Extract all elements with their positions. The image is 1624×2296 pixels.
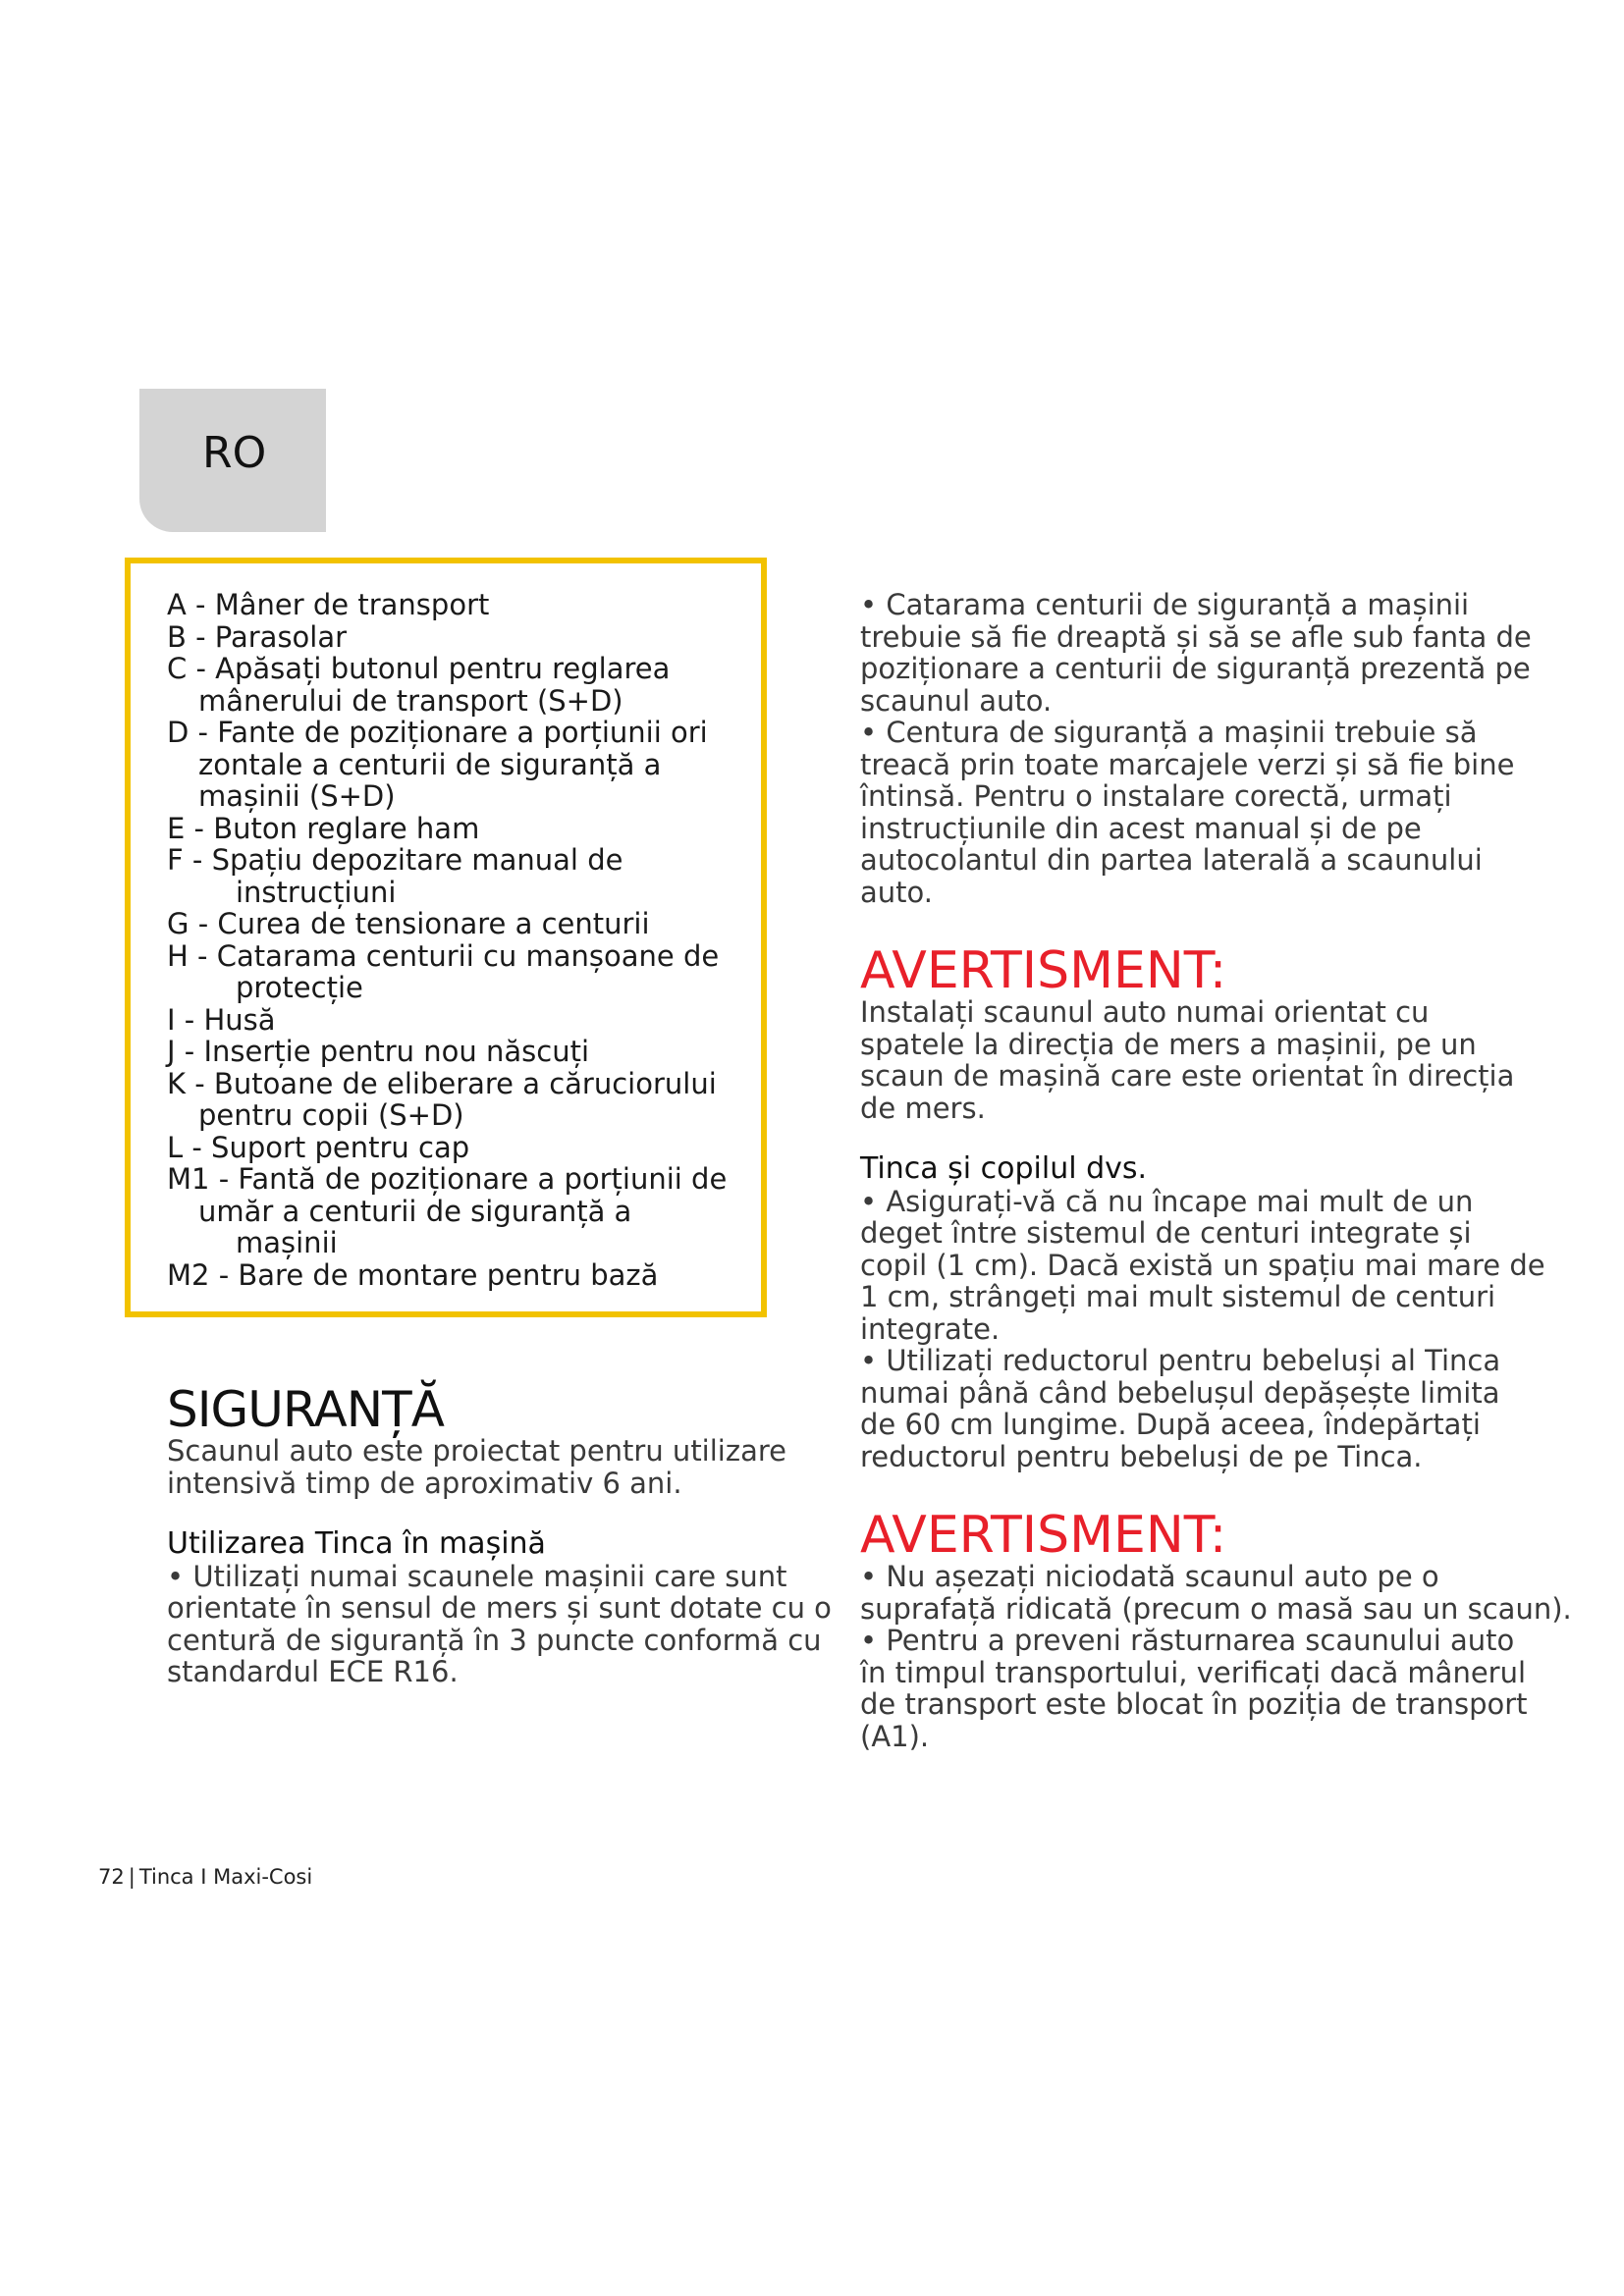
text-line: Scaunul auto este proiectat pentru utilizare xyxy=(167,1434,786,1468)
legend-line: mânerului de transport (S+D) xyxy=(198,683,623,718)
bullet-paragraph xyxy=(167,1559,832,1688)
legend-line: umăr a centurii de siguranță a xyxy=(198,1194,632,1228)
legend-line: D - Fante de poziționare a porțiunii ori xyxy=(167,716,708,749)
bullet-paragraph xyxy=(860,588,1532,718)
text-line: • Utilizați numai scaunele mașinii care sunt xyxy=(167,1559,787,1593)
legend-item xyxy=(167,621,746,654)
legend-line: C - Apăsați butonul pentru reglarea xyxy=(167,652,671,685)
text-line: autocolantul din partea laterală a scaunului xyxy=(860,843,1483,877)
text-line: deget între sistemul de centuri integrate și xyxy=(860,1216,1472,1250)
legend-item xyxy=(167,1163,746,1259)
text-line: de mers. xyxy=(860,1091,986,1125)
text-line: auto. xyxy=(860,875,933,909)
text-line: întinsă. Pentru o instalare corectă, urmați xyxy=(860,779,1452,813)
bullet-paragraph xyxy=(860,1624,1528,1753)
legend-item xyxy=(167,813,746,845)
text-line: integrate. xyxy=(860,1311,1001,1346)
text-line: de 60 cm lungime. După aceea, îndepărtați xyxy=(860,1408,1481,1441)
text-line: scaunul auto. xyxy=(860,683,1053,718)
legend-line: B - Parasolar xyxy=(167,619,348,654)
subheading: Utilizarea Tinca în mașină xyxy=(167,1526,546,1561)
text-line: standardul ECE R16. xyxy=(167,1655,459,1688)
subheading: Tinca și copilul dvs. xyxy=(860,1151,1148,1186)
legend-line: pentru copii (S+D) xyxy=(198,1098,464,1132)
bullet-paragraph xyxy=(860,1345,1508,1472)
legend-item xyxy=(167,940,746,1004)
legend-item xyxy=(167,1036,746,1068)
text-line: • Catarama centurii de siguranță a mașinii xyxy=(860,588,1470,621)
legend-item xyxy=(167,589,746,621)
text-line: 1 cm, strângeți mai mult sistemul de centuri xyxy=(860,1280,1496,1313)
text-line: suprafață ridicată (precum o masă sau un scaun). xyxy=(860,1591,1572,1626)
legend-line: protecție xyxy=(236,971,363,1004)
legend-line: zontale a centurii de siguranță a xyxy=(198,747,662,781)
warning-heading: AVERTISMENT: xyxy=(860,941,1227,1000)
legend-line: G - Curea de tensionare a centurii xyxy=(167,907,650,940)
text-line: în timpul transportului, verificați dacă mânerul xyxy=(860,1655,1527,1689)
legend-line: I - Husă xyxy=(167,1002,276,1037)
footer-separator: | xyxy=(128,1865,135,1889)
legend-line: J - Inserție pentru nou născuți xyxy=(167,1035,590,1068)
text-line: (A1). xyxy=(860,1719,930,1753)
section-heading: SIGURANȚĂ xyxy=(167,1381,444,1438)
bullet-paragraph xyxy=(860,716,1515,909)
text-line: • Centura de siguranță a mașinii trebuie să xyxy=(860,716,1478,749)
text-line: de transport este blocat în poziția de transport xyxy=(860,1687,1528,1721)
legend-line: A - Mâner de transport xyxy=(167,588,490,621)
text-line: numai până când bebelușul depășește limita xyxy=(860,1375,1500,1410)
text-line: spatele la direcția de mers a mașinii, pe un xyxy=(860,1027,1477,1061)
text-line: intensivă timp de aproximativ 6 ani. xyxy=(167,1466,682,1500)
legend-line: F - Spațiu depozitare manual de xyxy=(167,843,623,877)
legend-item xyxy=(167,1132,746,1164)
legend-item xyxy=(167,653,746,717)
footer-text: Tinca I Maxi-Cosi xyxy=(138,1865,313,1889)
text-line: centură de siguranță în 3 puncte conformă cu xyxy=(167,1623,822,1657)
legend-line: H - Catarama centurii cu manșoane de xyxy=(167,938,720,973)
language-label: RO xyxy=(202,428,267,478)
text-line: copil (1 cm). Dacă există un spațiu mai mare de xyxy=(860,1248,1545,1282)
text-line: reductorul pentru bebeluși de pe Tinca. xyxy=(860,1439,1423,1473)
warning-paragraph xyxy=(860,995,1515,1125)
intro-paragraph xyxy=(167,1434,786,1500)
text-line: trebuie să fie dreaptă și să se afle sub fanta de xyxy=(860,619,1532,654)
legend-item xyxy=(167,717,746,813)
parts-legend xyxy=(167,589,746,1291)
text-line: • Nu așezați niciodată scaunul auto pe o xyxy=(860,1560,1439,1593)
warning-heading: AVERTISMENT: xyxy=(860,1506,1227,1565)
page-number: 72 xyxy=(98,1865,125,1889)
text-line: instrucțiunile din acest manual și de pe xyxy=(860,811,1422,845)
text-line: treacă prin toate marcajele verzi și să fie bine xyxy=(860,747,1515,781)
bullet-paragraph xyxy=(860,1184,1545,1346)
legend-item xyxy=(167,1259,746,1292)
legend-line: mașinii (S+D) xyxy=(198,779,396,813)
text-line: • Utilizați reductorul pentru bebeluși al Tinca xyxy=(860,1344,1501,1377)
legend-line: L - Suport pentru cap xyxy=(167,1130,470,1164)
legend-line: mașinii xyxy=(236,1226,338,1259)
text-line: orientate în sensul de mers și sunt dotate cu o xyxy=(167,1591,832,1625)
language-tab xyxy=(139,389,326,532)
text-line: • Asigurați-vă că nu încape mai mult de un xyxy=(860,1184,1474,1218)
legend-item xyxy=(167,1004,746,1037)
legend-line: K - Butoane de eliberare a căruciorului xyxy=(167,1066,717,1100)
legend-line: E - Buton reglare ham xyxy=(167,811,480,845)
text-line: • Pentru a preveni răsturnarea scaunului auto xyxy=(860,1624,1515,1657)
legend-item xyxy=(167,844,746,908)
legend-line: M2 - Bare de montare pentru bază xyxy=(167,1257,659,1292)
legend-item xyxy=(167,908,746,940)
legend-item xyxy=(167,1068,746,1132)
legend-line: M1 - Fantă de poziționare a porțiunii de xyxy=(167,1162,728,1196)
text-line: poziționare a centurii de siguranță prezentă pe xyxy=(860,652,1531,685)
left-column xyxy=(167,1381,832,1688)
page-footer xyxy=(98,1865,312,1889)
bullet-paragraph xyxy=(860,1560,1572,1626)
right-column xyxy=(860,588,1572,1753)
legend-line: instrucțiuni xyxy=(236,875,397,909)
text-line: scaun de mașină care este orientat în direcția xyxy=(860,1059,1515,1093)
text-line: Instalați scaunul auto numai orientat cu xyxy=(860,995,1430,1029)
